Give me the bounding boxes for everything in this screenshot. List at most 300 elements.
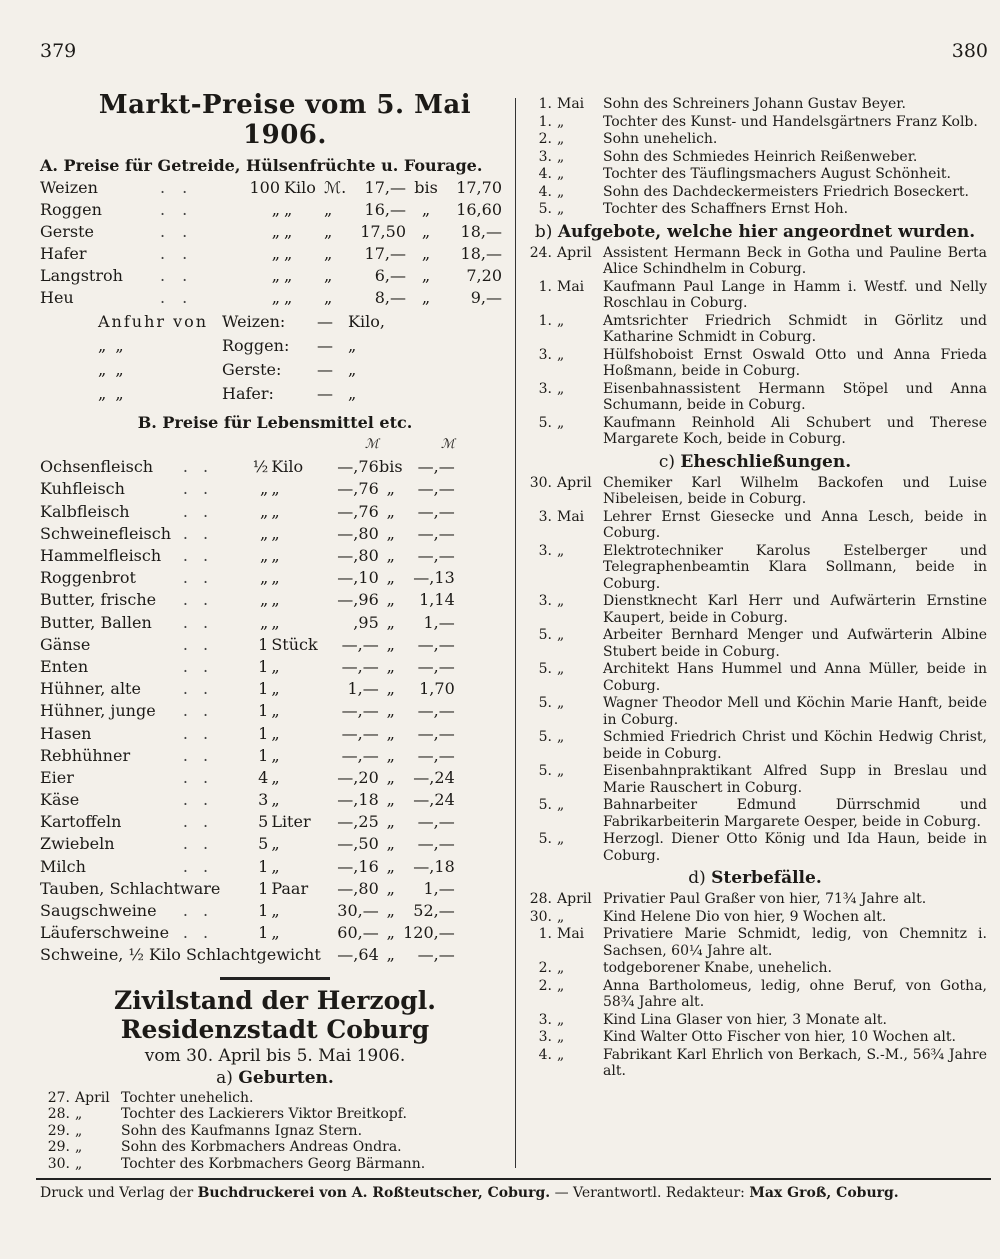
entry-day: 28.: [47, 1106, 70, 1122]
entry-day: 5.: [538, 831, 552, 847]
price-from: —,50: [337, 834, 379, 854]
entry-month: „: [557, 695, 565, 711]
anfuhr-row: [98, 357, 408, 381]
entry-day: 2.: [538, 977, 552, 994]
food-name: Schweinefleisch: [40, 523, 172, 543]
birth-entry: [40, 1123, 501, 1140]
entry-day: 1.: [538, 113, 552, 130]
entry-text: Eisenbahnassistent Hermann Stöpel und Anna Schumann, beide in Coburg.: [603, 380, 987, 413]
price-to: —,—: [417, 546, 455, 566]
unit: „: [271, 523, 280, 543]
price-from: —,76: [337, 457, 379, 477]
quantity: 5: [258, 834, 269, 854]
entry-text: Amtsrichter Friedrich Schmidt in Görlitz und Katharine Schmidt in Coburg.: [603, 312, 987, 345]
unit: „: [271, 501, 280, 521]
range-word: „: [386, 479, 395, 499]
entry-text: Sohn unehelich.: [603, 131, 718, 147]
anfuhr-grain: Roggen:: [222, 335, 290, 355]
food-name: Kalbfleisch: [40, 501, 130, 521]
entry-text: Sohn des Schmiedes Heinrich Reißenweber.: [603, 148, 918, 165]
food-name: Kuhfleisch: [40, 479, 125, 499]
grain-price-row: [40, 287, 502, 309]
grain-price-row: [40, 177, 502, 199]
price-to: 120,—: [403, 923, 455, 943]
marriage-entry: [522, 475, 987, 509]
entry-text: Lehrer Ernst Giesecke und Anna Lesch, beide in Coburg.: [603, 508, 987, 541]
banns-heading-prefix: b): [534, 221, 553, 242]
unit: „: [271, 568, 280, 588]
entry-text: Eisenbahnpraktikant Alfred Supp in Breslau und Marie Rauschert in Coburg.: [603, 763, 987, 796]
entry-month: „: [557, 831, 565, 847]
range-word: „: [421, 288, 431, 307]
product-name: Langstroh: [40, 266, 123, 285]
entry-text: Tochter des Schaffners Ernst Hoh.: [603, 201, 849, 217]
quantity: „: [260, 612, 269, 632]
right-column: [522, 96, 988, 1081]
price-from: 6,—: [374, 266, 406, 285]
range-word: „: [386, 656, 395, 676]
food-name: Hühner, alte: [40, 679, 141, 699]
anfuhr-table: [98, 309, 408, 405]
food-price-row: [40, 678, 455, 700]
entry-text: Tochter des Täuflingsmachers August Schönheit.: [603, 166, 951, 182]
entry-text: Sohn des Dachdeckermeisters Friedrich Boseckert.: [603, 183, 969, 200]
quantity: „: [260, 568, 269, 588]
anfuhr-unit: „: [348, 335, 357, 355]
leader-dots: . .: [182, 679, 214, 699]
deaths-heading-label: Sterbefälle.: [711, 868, 822, 888]
anfuhr-unit: „: [348, 359, 357, 379]
price-from: —,16: [337, 856, 379, 876]
entry-text: Wagner Theodor Mell und Köchin Marie Hanft, beide in Coburg.: [603, 695, 987, 728]
marriage-entry: [522, 695, 987, 729]
entry-day: 3.: [538, 542, 552, 559]
entry-month: „: [557, 148, 565, 165]
range-word: „: [386, 767, 395, 787]
entry-month: „: [557, 1046, 565, 1063]
entry-day: 5.: [538, 763, 552, 779]
entry-month: Mai: [557, 96, 585, 112]
price-from: 17,—: [364, 244, 406, 263]
quantity: 1: [258, 679, 269, 699]
footer-rule: [36, 1178, 991, 1180]
price-from: —,10: [337, 568, 379, 588]
death-entry: [522, 891, 987, 909]
marriage-entry: [522, 729, 987, 763]
entry-day: 1.: [538, 312, 552, 329]
anfuhr-row: [98, 309, 408, 333]
unit: Kilo: [284, 178, 316, 197]
entry-month: „: [557, 960, 565, 976]
grain-price-table: [40, 177, 502, 309]
food-name: Schweine, ½ Kilo Schlachtgewicht: [40, 945, 321, 965]
price-from: —,25: [337, 812, 379, 832]
unit: Liter: [271, 812, 311, 832]
unit: „: [271, 923, 280, 943]
range-word: „: [386, 834, 395, 854]
quantity: „: [271, 200, 280, 219]
entry-day: 3.: [538, 1029, 552, 1045]
birth-entry: [522, 149, 987, 167]
price-to: 1,14: [419, 590, 455, 610]
entry-month: Mai: [557, 278, 585, 295]
price-to: 9,—: [470, 288, 502, 307]
entry-month: „: [557, 1011, 565, 1028]
range-word: „: [421, 266, 431, 285]
marriage-entry: [522, 593, 987, 627]
marriages-list: [522, 475, 987, 866]
unit: „: [284, 200, 293, 219]
anfuhr-grain: Weizen:: [222, 311, 286, 331]
price-to: —,—: [417, 523, 455, 543]
entry-month: „: [557, 729, 565, 745]
price-to: 18,—: [460, 222, 502, 241]
quantity: 100: [249, 178, 280, 197]
range-word: „: [421, 200, 431, 219]
quantity: „: [260, 479, 269, 499]
range-word: „: [386, 923, 395, 943]
price-from: —,18: [337, 790, 379, 810]
birth-entry: [40, 1139, 501, 1156]
range-word: „: [386, 790, 395, 810]
price-from: —,76: [337, 501, 379, 521]
marriage-entry: [522, 509, 987, 543]
entry-day: 3.: [538, 380, 552, 397]
births-list-right: [522, 96, 987, 219]
unit: „: [284, 244, 293, 263]
leader-dots: . .: [182, 656, 214, 676]
entry-day: 4.: [538, 183, 552, 200]
price-from: 30,—: [337, 901, 379, 921]
unit: „: [284, 222, 293, 241]
entry-text: Tochter unehelich.: [121, 1089, 254, 1106]
food-price-table: [40, 434, 455, 967]
range-word: „: [386, 568, 395, 588]
births-list-left: [40, 1090, 501, 1173]
grain-price-row: [40, 243, 502, 265]
marriage-entry: [522, 543, 987, 594]
range-word: „: [386, 856, 395, 876]
food-name: Gänse: [40, 634, 91, 654]
entry-day: 30.: [47, 1155, 70, 1172]
leader-dots: . .: [182, 612, 214, 632]
entry-month: Mai: [557, 508, 585, 525]
price-from: 17,50: [360, 222, 406, 241]
entry-text: Anna Bartholomeus, ledig, ohne Beruf, von Gotha, 58¾ Jahre alt.: [603, 977, 987, 1010]
leader-dots: . .: [182, 523, 214, 543]
product-name: Roggen: [40, 200, 102, 219]
unit: „: [284, 288, 293, 307]
currency: „: [324, 200, 333, 219]
section-divider: [220, 977, 330, 980]
footer-middle: — Verantwortl. Redakteur:: [554, 1185, 745, 1201]
quantity: „: [271, 266, 280, 285]
food-price-row: [40, 944, 455, 966]
entry-text: Fabrikant Karl Ehrlich von Berkach, S.-M., 56¾ Jahre alt.: [603, 1046, 987, 1079]
quantity: „: [260, 523, 269, 543]
entry-text: Elektrotechniker Karolus Estelberger und Telegraphenbeamtin Klara Sollmann, beide in Coburg.: [603, 542, 987, 592]
anfuhr-grain: Hafer:: [222, 383, 274, 403]
price-from: —,80: [337, 878, 379, 898]
leader-dots: . .: [182, 590, 214, 610]
unit: „: [271, 745, 280, 765]
birth-entry: [40, 1156, 501, 1173]
quantity: 1: [258, 901, 269, 921]
price-from: 16,—: [364, 200, 406, 219]
product-name: Heu: [40, 288, 74, 307]
entry-day: 5.: [538, 661, 552, 677]
entry-day: 5.: [538, 729, 552, 745]
deaths-list: [522, 891, 987, 1081]
entry-text: Sohn des Korbmachers Andreas Ondra.: [121, 1139, 402, 1155]
civil-register-subtitle: vom 30. April bis 5. Mai 1906.: [144, 1045, 406, 1066]
price-to: 1,—: [423, 612, 455, 632]
entry-day: 5.: [538, 414, 552, 431]
price-to: —,—: [417, 723, 455, 743]
anfuhr-label: „ „: [98, 359, 126, 379]
range-word: „: [386, 523, 395, 543]
food-name: Ochsenfleisch: [40, 457, 154, 477]
entry-day: 29.: [47, 1122, 70, 1139]
leader-dots: . .: [182, 812, 214, 832]
entry-month: Mai: [557, 926, 585, 942]
entry-text: Privatiere Marie Schmidt, ledig, von Chemnitz i. Sachsen, 60¼ Jahre alt.: [603, 926, 987, 959]
range-word: „: [386, 812, 395, 832]
food-price-row: [40, 501, 455, 523]
unit: Stück: [271, 634, 318, 654]
quantity: „: [271, 244, 280, 263]
food-price-row: [40, 856, 455, 878]
death-entry: [522, 978, 987, 1012]
grain-price-row: [40, 265, 502, 287]
anfuhr-amount: —: [317, 359, 333, 379]
unit: „: [271, 546, 280, 566]
entry-day: 3.: [538, 593, 552, 609]
food-name: Hasen: [40, 723, 92, 743]
product-name: Gerste: [40, 222, 95, 241]
quantity: 5: [258, 812, 269, 832]
range-word: „: [421, 222, 431, 241]
currency: „: [324, 244, 333, 263]
entry-month: „: [557, 183, 565, 200]
footer-printer: Buchdruckerei von A. Roßteutscher, Coburg.: [197, 1185, 551, 1201]
unit: „: [271, 679, 280, 699]
food-name: Butter, frische: [40, 590, 157, 610]
quantity: 1: [258, 856, 269, 876]
unit: „: [284, 266, 293, 285]
entry-text: Sohn des Kaufmanns Ignaz Stern.: [121, 1122, 363, 1139]
price-to: —,—: [417, 745, 455, 765]
range-word: „: [386, 945, 395, 965]
food-price-row: [40, 567, 455, 589]
quantity: 4: [258, 767, 269, 787]
leader-dots: . .: [182, 767, 214, 787]
death-entry: [522, 1029, 987, 1047]
price-from: ,95: [353, 612, 379, 632]
range-word: „: [386, 723, 395, 743]
entry-day: 29.: [47, 1139, 70, 1155]
marriages-heading: [522, 452, 988, 472]
entry-text: Privatier Paul Graßer von hier, 71¾ Jahre alt.: [603, 891, 927, 907]
entry-day: 4.: [538, 1046, 552, 1063]
price-to: —,—: [417, 701, 455, 721]
anfuhr-unit: „: [348, 383, 357, 403]
entry-text: Kind Helene Dio von hier, 9 Wochen alt.: [603, 908, 887, 925]
price-from: —,—: [341, 634, 379, 654]
entry-month: „: [557, 380, 565, 397]
unit: „: [271, 479, 280, 499]
price-from: —,64: [337, 945, 379, 965]
food-name: Hühner, junge: [40, 701, 156, 721]
entry-day: 3.: [538, 1011, 552, 1028]
food-name: Käse: [40, 790, 80, 810]
food-price-row: [40, 478, 455, 500]
anfuhr-unit: Kilo,: [348, 311, 385, 331]
food-name: Eier: [40, 767, 74, 787]
unit: „: [271, 767, 280, 787]
price-to: —,13: [413, 568, 455, 588]
range-word: „: [386, 901, 395, 921]
marriage-entry: [522, 831, 987, 865]
price-to: —,—: [417, 501, 455, 521]
deaths-heading-prefix: d): [688, 868, 706, 888]
unit: „: [271, 834, 280, 854]
currency: „: [324, 288, 333, 307]
birth-entry: [522, 96, 987, 114]
price-to: —,—: [417, 634, 455, 654]
unit: „: [271, 901, 280, 921]
entry-text: Tochter des Kunst- und Handelsgärtners Franz Kolb.: [603, 113, 978, 130]
entry-month: „: [75, 1155, 83, 1172]
food-price-row: [40, 789, 455, 811]
product-name: Hafer: [40, 244, 87, 263]
food-price-row: [40, 545, 455, 567]
leader-dots: . .: [182, 745, 214, 765]
price-from: 17,—: [364, 178, 406, 197]
price-from: 60,—: [337, 923, 379, 943]
range-word: „: [386, 878, 395, 898]
entry-month: „: [75, 1106, 83, 1122]
birth-entry: [40, 1090, 501, 1107]
unit: „: [271, 590, 280, 610]
food-name: Butter, Ballen: [40, 612, 152, 632]
entry-text: Kind Walter Otto Fischer von hier, 10 Wochen alt.: [603, 1029, 956, 1045]
entry-month: „: [557, 908, 565, 925]
price-to: —,—: [417, 457, 455, 477]
entry-text: Architekt Hans Hummel und Anna Müller, beide in Coburg.: [603, 661, 987, 694]
price-to: —,24: [413, 767, 455, 787]
anfuhr-amount: —: [317, 335, 333, 355]
birth-entry: [522, 114, 987, 132]
entry-text: Dienstknecht Karl Herr und Aufwärterin Ernstine Kaupert, beide in Coburg.: [603, 593, 987, 626]
unit: „: [271, 701, 280, 721]
food-price-row: [40, 878, 455, 900]
marriage-entry: [522, 627, 987, 661]
banns-heading: [522, 222, 988, 242]
quantity: „: [260, 590, 269, 610]
birth-entry: [522, 166, 987, 184]
entry-month: „: [557, 1029, 565, 1045]
entry-day: 5.: [538, 797, 552, 813]
entry-day: 3.: [538, 508, 552, 525]
quantity: 1: [258, 701, 269, 721]
leader-dots: . .: [182, 634, 214, 654]
entry-day: 27.: [47, 1089, 70, 1106]
entry-day: 1.: [538, 926, 552, 942]
entry-month: „: [557, 166, 565, 182]
food-name: Zwiebeln: [40, 834, 115, 854]
entry-month: „: [75, 1139, 83, 1155]
entry-day: 4.: [538, 166, 552, 182]
grain-price-row: [40, 199, 502, 221]
entry-month: „: [557, 977, 565, 994]
food-name: Saugschweine: [40, 901, 157, 921]
leader-dots: . .: [182, 546, 214, 566]
quantity: 1: [258, 634, 269, 654]
food-price-row: [40, 922, 455, 944]
page-number-left: 379: [40, 40, 77, 62]
range-word: „: [386, 701, 395, 721]
leader-dots: . .: [182, 901, 214, 921]
price-to: —,18: [413, 856, 455, 876]
anfuhr-label: „ „: [98, 335, 126, 355]
entry-month: „: [557, 201, 565, 217]
page-number-right: 380: [951, 40, 988, 62]
food-price-row: [40, 456, 455, 478]
price-to: 17,70: [456, 178, 502, 197]
range-word: „: [386, 634, 395, 654]
quantity: 1: [258, 878, 269, 898]
price-to: —,—: [417, 479, 455, 499]
entry-month: „: [75, 1122, 83, 1139]
price-from: —,—: [341, 745, 379, 765]
entry-text: Kaufmann Paul Lange in Hamm i. Westf. und Nelly Roschlau in Coburg.: [603, 278, 987, 311]
civil-register-title: Zivilstand der Herzogl. Residenzstadt Coburg: [114, 985, 436, 1044]
food-name: Milch: [40, 856, 86, 876]
death-entry: [522, 926, 987, 960]
marriage-entry: [522, 661, 987, 695]
price-from: —,20: [337, 767, 379, 787]
range-word: „: [386, 590, 395, 610]
leader-dots: . .: [182, 701, 214, 721]
entry-text: Sohn des Schreiners Johann Gustav Beyer.: [603, 96, 906, 112]
food-price-row: [40, 722, 455, 744]
food-price-row: [40, 745, 455, 767]
death-entry: [522, 909, 987, 927]
food-name: Tauben, Schlachtware: [40, 878, 221, 898]
product-name: Weizen: [40, 178, 98, 197]
food-name: Enten: [40, 656, 89, 676]
price-from: 1,—: [347, 679, 379, 699]
banns-entry: [522, 381, 987, 415]
leader-dots: . .: [160, 244, 194, 263]
food-name: Roggenbrot: [40, 568, 136, 588]
quantity: 1: [258, 745, 269, 765]
food-name: Hammelfleisch: [40, 546, 162, 566]
unit: „: [271, 656, 280, 676]
quantity: „: [271, 222, 280, 241]
entry-text: Assistent Hermann Beck in Gotha und Pauline Berta Alice Schindhelm in Coburg.: [603, 244, 987, 277]
entry-day: 28.: [529, 891, 552, 907]
leader-dots: . .: [182, 790, 214, 810]
price-from: —,76: [337, 479, 379, 499]
leader-dots: . .: [160, 288, 194, 307]
currency-header-1: ℳ: [364, 437, 379, 453]
range-word: „: [386, 546, 395, 566]
entry-day: 30.: [529, 474, 552, 491]
section-a-heading: A. Preise für Getreide, Hülsenfrüchte u. Fourage.: [40, 156, 483, 175]
food-price-row: [40, 612, 455, 634]
